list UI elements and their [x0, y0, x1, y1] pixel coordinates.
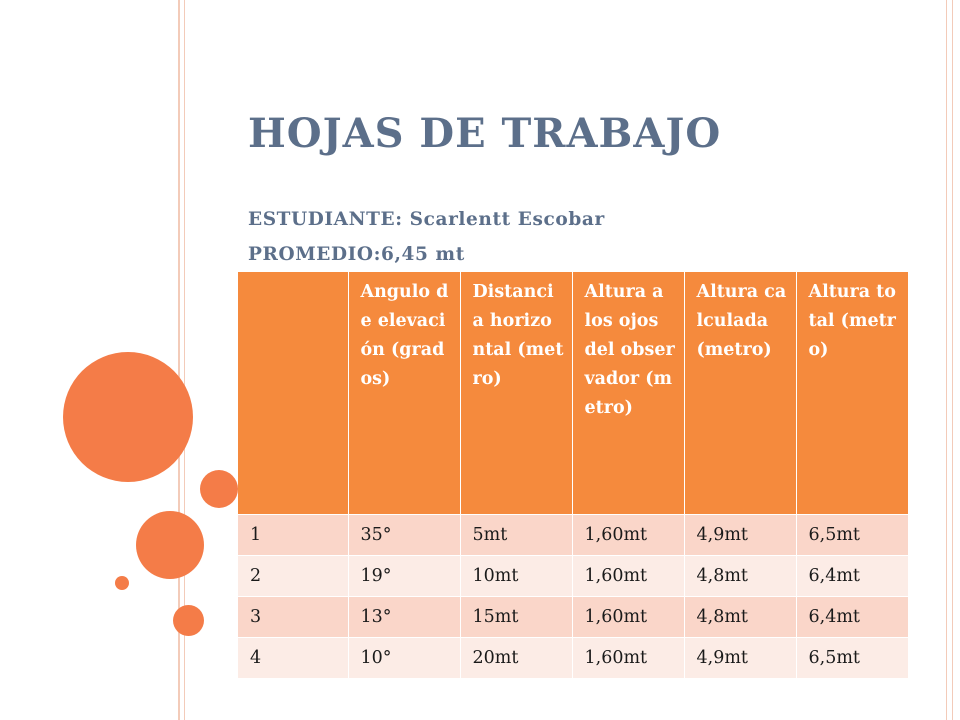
decor-circle-small-lower [173, 605, 204, 636]
cell-eye-height: 1,60mt [572, 555, 684, 596]
cell-total-height: 6,4mt [796, 596, 908, 637]
header-eye-height: Altura a los ojos del observador (metro) [572, 272, 684, 514]
header-calculated-height: Altura calculada (metro) [684, 272, 796, 514]
header-index [238, 272, 348, 514]
cell-calculated-height: 4,8mt [684, 555, 796, 596]
decor-circle-large [63, 352, 193, 482]
slide-title: HOJAS DE TRABAJO [248, 110, 722, 157]
table-row [238, 555, 908, 596]
average-value: PROMEDIO:6,45 mt [248, 244, 465, 265]
decor-circle-medium [136, 511, 204, 579]
frame-line-right-outer [952, 0, 953, 720]
cell-calculated-height: 4,8mt [684, 596, 796, 637]
cell-distance: 10mt [460, 555, 572, 596]
cell-eye-height: 1,60mt [572, 596, 684, 637]
cell-distance: 5mt [460, 514, 572, 555]
decor-circle-small [200, 470, 238, 508]
header-elevation-angle: Angulo de elevación (grados) [348, 272, 460, 514]
cell-total-height: 6,4mt [796, 555, 908, 596]
cell-distance: 15mt [460, 596, 572, 637]
cell-total-height: 6,5mt [796, 637, 908, 678]
cell-index: 4 [238, 637, 348, 678]
frame-line-right-inner [946, 0, 947, 720]
table-row [238, 596, 908, 637]
cell-calculated-height: 4,9mt [684, 514, 796, 555]
student-name: ESTUDIANTE: Scarlentt Escobar [248, 209, 605, 230]
decor-circle-tiny [115, 576, 129, 590]
cell-index: 3 [238, 596, 348, 637]
cell-eye-height: 1,60mt [572, 637, 684, 678]
cell-index: 2 [238, 555, 348, 596]
header-horizontal-distance: Distancia horizontal (metro) [460, 272, 572, 514]
cell-angle: 35° [348, 514, 460, 555]
header-total-height: Altura total (metro) [796, 272, 908, 514]
cell-index: 1 [238, 514, 348, 555]
table-row [238, 514, 908, 555]
cell-angle: 13° [348, 596, 460, 637]
cell-angle: 10° [348, 637, 460, 678]
cell-calculated-height: 4,9mt [684, 637, 796, 678]
cell-angle: 19° [348, 555, 460, 596]
table-header-row [238, 272, 908, 514]
cell-distance: 20mt [460, 637, 572, 678]
table-row [238, 637, 908, 678]
measurement-table [238, 272, 908, 678]
cell-total-height: 6,5mt [796, 514, 908, 555]
cell-eye-height: 1,60mt [572, 514, 684, 555]
